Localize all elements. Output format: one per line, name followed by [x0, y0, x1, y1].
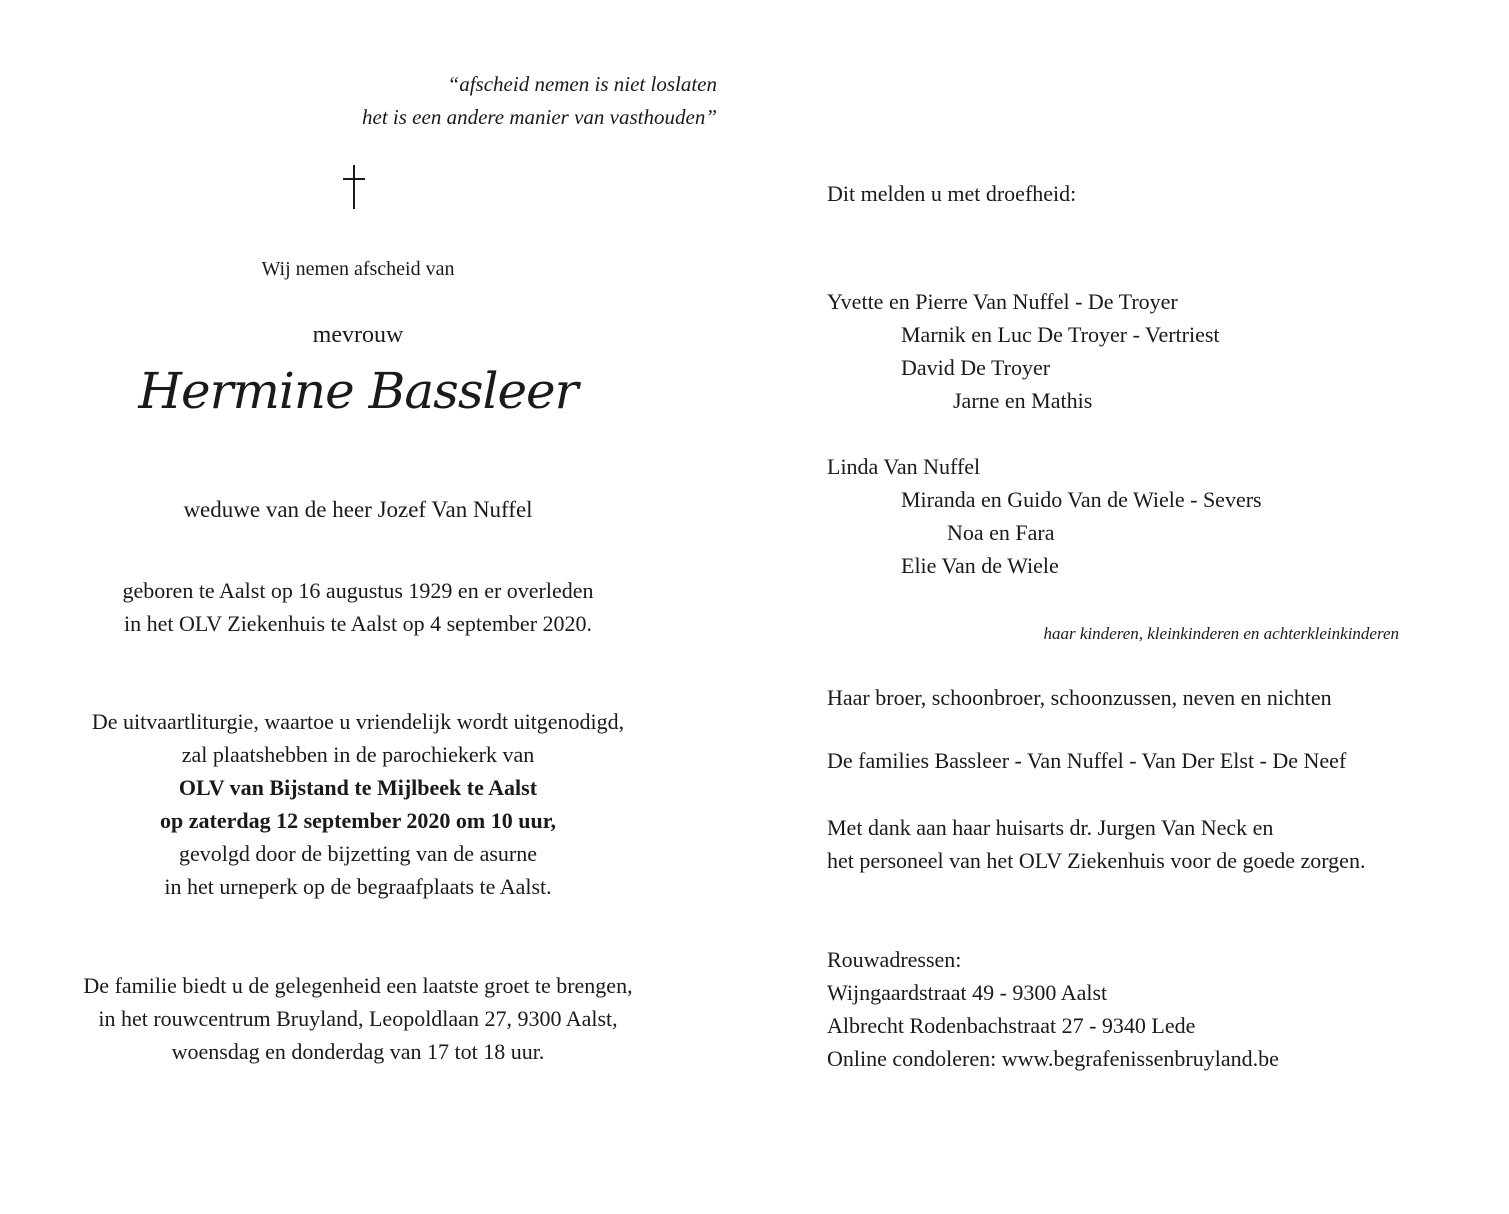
family-member: Elie Van de Wiele: [901, 553, 1059, 578]
church-name: OLV van Bijstand te Mijlbeek te Aalst: [178, 775, 538, 800]
family-member: Miranda en Guido Van de Wiele - Severs: [901, 487, 1262, 512]
visit-line: De familie biedt u de gelegenheid een laatste groet te brengen,: [83, 973, 633, 998]
addresses-heading: Rouwadressen:: [827, 947, 962, 972]
widow-text: weduwe van de heer Jozef Van Nuffel: [183, 497, 533, 522]
family-member: Noa en Fara: [947, 520, 1055, 545]
visit-line: woensdag en donderdag van 17 tot 18 uur.: [171, 1039, 545, 1064]
announce-text: Dit melden u met droefheid:: [827, 181, 1077, 206]
ceremony-date: op zaterdag 12 september 2020 om 10 uur,: [160, 808, 556, 833]
address-line: Albrecht Rodenbachstraat 27 - 9340 Lede: [827, 1013, 1196, 1038]
deceased-name: Hermine Bassleer: [138, 362, 578, 420]
liturgy-line: in het urneperk op de begraafplaats te Aalst.: [164, 874, 552, 899]
visit-line: in het rouwcentrum Bruyland, Leopoldlaan 27, 9300 Aalst,: [98, 1006, 618, 1031]
liturgy-line: gevolgd door de bijzetting van de asurne: [178, 841, 537, 866]
family-caption: haar kinderen, kleinkinderen en achterkleinkinderen: [1043, 624, 1399, 643]
liturgy-line: De uitvaartliturgie, waartoe u vriendelijk wordt uitgenodigd,: [91, 709, 625, 734]
relatives-text: Haar broer, schoonbroer, schoonzussen, neven en nichten: [827, 685, 1332, 710]
family-member: David De Troyer: [901, 355, 1051, 380]
condolence-link[interactable]: Online condoleren: www.begrafenissenbruyland.be: [827, 1046, 1279, 1071]
family-member: Yvette en Pierre Van Nuffel - De Troyer: [827, 289, 1178, 314]
thanks-line-2: het personeel van het OLV Ziekenhuis voor de goede zorgen.: [827, 848, 1366, 873]
born-line-1: geboren te Aalst op 16 augustus 1929 en er overleden: [122, 578, 594, 603]
family-member: Jarne en Mathis: [953, 388, 1093, 413]
latin-cross-icon: [343, 165, 365, 209]
family-member: Marnik en Luc De Troyer - Vertriest: [901, 322, 1220, 347]
quote-line-2: het is een andere manier van vasthouden”: [362, 105, 717, 129]
address-line: Wijngaardstraat 49 - 9300 Aalst: [827, 980, 1108, 1005]
born-line-2: in het OLV Ziekenhuis te Aalst op 4 september 2020.: [123, 611, 593, 636]
quote-line-1: “afscheid nemen is niet loslaten: [447, 72, 717, 96]
deceased-title: mevrouw: [312, 322, 404, 348]
family-member: Linda Van Nuffel: [827, 454, 981, 479]
families-text: De families Bassleer - Van Nuffel - Van Der Elst - De Neef: [827, 748, 1347, 773]
liturgy-line: zal plaatshebben in de parochiekerk van: [181, 742, 535, 767]
thanks-line-1: Met dank aan haar huisarts dr. Jurgen Van Neck en: [827, 815, 1274, 840]
intro-text: Wij nemen afscheid van: [261, 258, 455, 280]
